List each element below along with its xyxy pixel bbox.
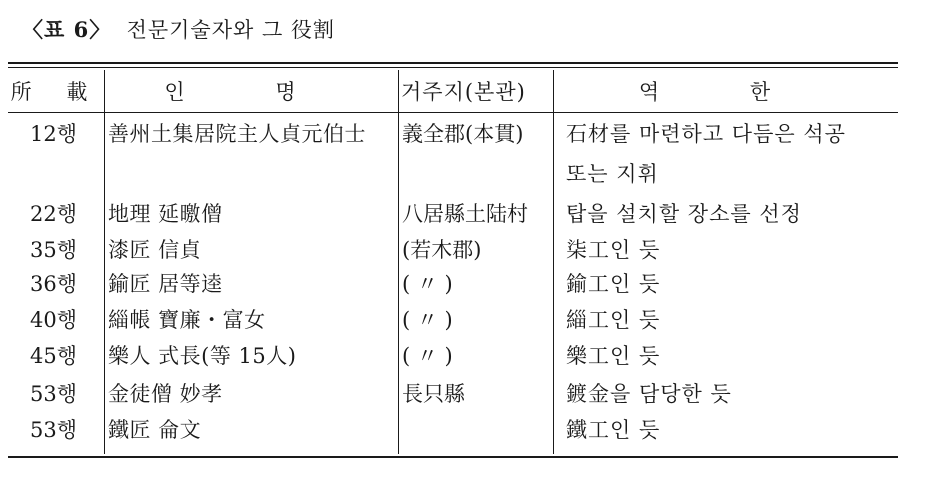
cell-residence: ( 〃 ): [402, 308, 453, 332]
cell-person: 善州土集居院主人貞元伯士: [108, 122, 366, 146]
cell-role: 탑을 설치할 장소를 선정: [566, 202, 802, 226]
cell-source: 53행: [30, 418, 78, 442]
cell-source: 22행: [30, 202, 78, 226]
cell-person: 漆匠 信貞: [108, 238, 202, 262]
cell-role: 또는 지휘: [566, 162, 659, 186]
cell-residence: 八居縣土陆村: [402, 202, 528, 226]
cell-person: 鍮匠 居等逵: [108, 272, 223, 296]
cell-source: 12행: [30, 122, 78, 146]
column-divider: [553, 70, 554, 454]
column-divider: [104, 70, 105, 454]
cell-role: 柒工인 듯: [566, 238, 661, 262]
column-divider: [398, 70, 399, 454]
cell-source: 40행: [30, 308, 78, 332]
header-residence: 거주지(본관): [401, 80, 526, 104]
table-caption: [22, 14, 335, 44]
header-person: 인 명: [164, 80, 338, 104]
header-rule: [8, 112, 898, 113]
cell-source: 35행: [30, 238, 78, 262]
cell-person: 緇帳 寶廉・富女: [108, 308, 266, 332]
table-number: 〈표 6〉: [22, 17, 112, 42]
cell-residence: 長只縣: [402, 382, 465, 406]
cell-person: 金徒僧 妙孝: [108, 382, 223, 406]
cell-role: 樂工인 듯: [566, 344, 661, 368]
cell-residence: ( 〃 ): [402, 272, 453, 296]
cell-source: 53행: [30, 382, 78, 406]
cell-role: 鍮工인 듯: [566, 272, 661, 296]
cell-role: 鍍金을 담당한 듯: [566, 382, 732, 406]
table-title: 전문기술자와 그 役割: [126, 18, 335, 42]
top-rule-inner: [8, 67, 898, 68]
header-role: 역 한: [638, 80, 813, 104]
cell-residence: (若木郡): [402, 238, 482, 262]
cell-residence: 義全郡(本貫): [402, 122, 524, 146]
header-source: 所 載: [10, 80, 102, 104]
cell-source: 45행: [30, 344, 78, 368]
cell-residence: ( 〃 ): [402, 344, 453, 368]
top-rule: [8, 62, 898, 64]
cell-role: 石材를 마련하고 다듬은 석공: [566, 122, 846, 146]
cell-person: 樂人 式長(等 15人): [108, 344, 297, 368]
cell-role: 鐵工인 듯: [566, 418, 661, 442]
cell-person: 地理 延曒僧: [108, 202, 223, 226]
cell-person: 鐵匠 侖文: [108, 418, 202, 442]
cell-role: 緇工인 듯: [566, 308, 661, 332]
bottom-rule: [8, 456, 898, 458]
cell-source: 36행: [30, 272, 78, 296]
